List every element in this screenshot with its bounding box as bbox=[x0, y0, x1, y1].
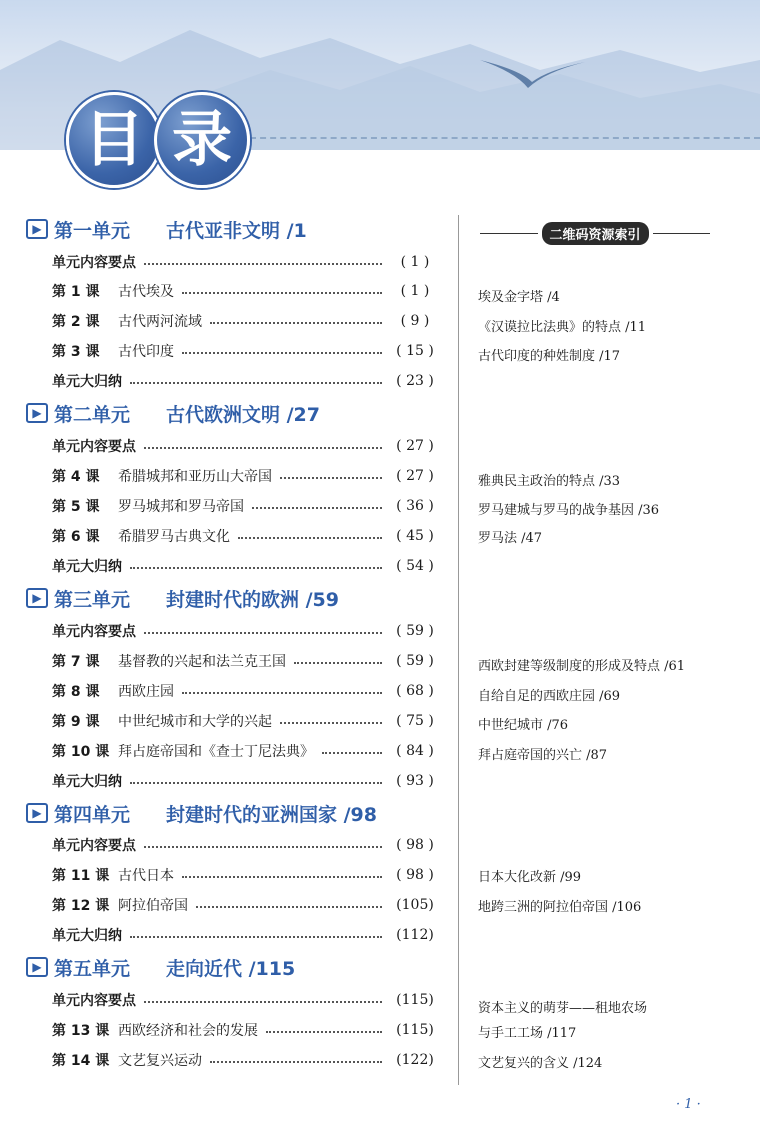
qr-item[interactable]: 与手工工场 /117 bbox=[478, 1026, 577, 1041]
leader-dots bbox=[144, 632, 382, 634]
unit-number: 第四单元 bbox=[54, 803, 131, 826]
toc-entry[interactable]: 单元大归纳 (112) bbox=[52, 927, 434, 944]
toc-entry[interactable]: 第 5 课 罗马城邦和罗马帝国 ( 36 ) bbox=[52, 498, 434, 515]
title-char-mu: 目 bbox=[66, 92, 162, 188]
toc-entry[interactable]: 第 1 课 古代埃及 ( 1 ) bbox=[52, 283, 430, 300]
leader-dots bbox=[182, 876, 382, 878]
unit-number: 第三单元 bbox=[54, 588, 131, 611]
toc-entry[interactable]: 单元内容要点 ( 27 ) bbox=[52, 438, 434, 455]
toc-entry[interactable]: 第 12 课 阿拉伯帝国 (105) bbox=[52, 897, 434, 914]
leader-dots bbox=[252, 507, 382, 509]
leader-dots bbox=[294, 662, 382, 664]
leader-dots bbox=[130, 782, 382, 784]
leader-dots bbox=[144, 447, 382, 449]
leader-dots bbox=[144, 263, 382, 265]
leader-dots bbox=[322, 752, 382, 754]
leader-dots bbox=[238, 537, 382, 539]
qr-item[interactable]: 自给自足的西欧庄园 /69 bbox=[478, 689, 621, 704]
qr-item[interactable]: 拜占庭帝国的兴亡 /87 bbox=[478, 748, 608, 763]
toc-entry[interactable]: 第 14 课 文艺复兴运动 (122) bbox=[52, 1052, 434, 1069]
toc-entry[interactable]: 第 3 课 古代印度 ( 15 ) bbox=[52, 343, 434, 360]
qr-item[interactable]: 地跨三洲的阿拉伯帝国 /106 bbox=[478, 900, 642, 915]
unit-title: 封建时代的欧洲 /59 bbox=[166, 588, 339, 611]
qr-item[interactable]: 资本主义的萌芽——租地农场 bbox=[478, 1001, 648, 1016]
leader-dots bbox=[130, 567, 382, 569]
qr-item[interactable]: 日本大化改新 /99 bbox=[478, 870, 582, 885]
leader-dots bbox=[210, 1061, 382, 1063]
page-number: · 1 · bbox=[676, 1097, 701, 1112]
arrow-right-icon: ▶ bbox=[26, 803, 48, 823]
leader-dots bbox=[130, 382, 382, 384]
leader-dots bbox=[280, 722, 382, 724]
unit-title: 古代亚非文明 /1 bbox=[166, 219, 307, 242]
qr-item[interactable]: 古代印度的种姓制度 /17 bbox=[478, 349, 621, 364]
toc-entry[interactable]: 第 9 课 中世纪城市和大学的兴起 ( 75 ) bbox=[52, 713, 434, 730]
qr-item[interactable]: 雅典民主政治的特点 /33 bbox=[478, 474, 621, 489]
leader-dots bbox=[182, 692, 382, 694]
toc-entry[interactable]: 第 13 课 西欧经济和社会的发展 (115) bbox=[52, 1022, 434, 1039]
qr-index-heading bbox=[480, 222, 710, 244]
unit-heading-5[interactable] bbox=[26, 952, 295, 982]
unit-heading-1[interactable] bbox=[26, 214, 307, 244]
qr-item[interactable]: 西欧封建等级制度的形成及特点 /61 bbox=[478, 659, 686, 674]
toc-entry[interactable]: 单元大归纳 ( 23 ) bbox=[52, 373, 434, 390]
arrow-right-icon: ▶ bbox=[26, 219, 48, 239]
qr-index-title: 二维码资源索引 bbox=[542, 222, 649, 245]
qr-item[interactable]: 罗马法 /47 bbox=[478, 531, 543, 546]
toc-entry[interactable]: 单元内容要点 ( 1 ) bbox=[52, 254, 430, 271]
toc-entry[interactable]: 单元内容要点 (115) bbox=[52, 992, 434, 1009]
leader-dots bbox=[144, 1001, 382, 1003]
leader-dots bbox=[144, 846, 382, 848]
leader-dots bbox=[130, 936, 382, 938]
unit-heading-4[interactable] bbox=[26, 798, 377, 828]
leader-dots bbox=[196, 906, 382, 908]
unit-title: 古代欧洲文明 /27 bbox=[166, 403, 320, 426]
qr-item[interactable]: 罗马建城与罗马的战争基因 /36 bbox=[478, 503, 660, 518]
unit-number: 第一单元 bbox=[54, 219, 131, 242]
qr-item[interactable]: 埃及金字塔 /4 bbox=[478, 290, 560, 305]
unit-heading-3[interactable] bbox=[26, 583, 339, 613]
header-dashed-rule bbox=[250, 137, 760, 139]
unit-title: 封建时代的亚洲国家 /98 bbox=[166, 803, 377, 826]
toc-entry[interactable]: 单元大归纳 ( 93 ) bbox=[52, 773, 434, 790]
title-char-lu: 录 bbox=[154, 92, 250, 188]
qr-item[interactable]: 中世纪城市 /76 bbox=[478, 718, 569, 733]
arrow-right-icon: ▶ bbox=[26, 403, 48, 423]
leader-dots bbox=[280, 477, 382, 479]
toc-entry[interactable]: 第 2 课 古代两河流域 ( 9 ) bbox=[52, 313, 430, 330]
arrow-right-icon: ▶ bbox=[26, 588, 48, 608]
toc-entry[interactable]: 第 11 课 古代日本 ( 98 ) bbox=[52, 867, 434, 884]
unit-number: 第二单元 bbox=[54, 403, 131, 426]
toc-entry[interactable]: 单元内容要点 ( 59 ) bbox=[52, 623, 434, 640]
column-divider bbox=[458, 215, 459, 1085]
toc-entry[interactable]: 第 6 课 希腊罗马古典文化 ( 45 ) bbox=[52, 528, 434, 545]
leader-dots bbox=[182, 292, 382, 294]
unit-number: 第五单元 bbox=[54, 957, 131, 980]
qr-item[interactable]: 文艺复兴的含义 /124 bbox=[478, 1056, 603, 1071]
qr-item[interactable]: 《汉谟拉比法典》的特点 /11 bbox=[478, 320, 647, 335]
unit-heading-2[interactable] bbox=[26, 398, 320, 428]
toc-entry[interactable]: 单元内容要点 ( 98 ) bbox=[52, 837, 434, 854]
unit-title: 走向近代 /115 bbox=[166, 957, 296, 980]
leader-dots bbox=[182, 352, 382, 354]
toc-entry[interactable]: 第 8 课 西欧庄园 ( 68 ) bbox=[52, 683, 434, 700]
arrow-right-icon: ▶ bbox=[26, 957, 48, 977]
toc-entry[interactable]: 第 7 课 基督教的兴起和法兰克王国 ( 59 ) bbox=[52, 653, 434, 670]
toc-entry[interactable]: 单元大归纳 ( 54 ) bbox=[52, 558, 434, 575]
toc-entry[interactable]: 第 4 课 希腊城邦和亚历山大帝国 ( 27 ) bbox=[52, 468, 434, 485]
toc-entry[interactable]: 第 10 课 拜占庭帝国和《查士丁尼法典》 ( 84 ) bbox=[52, 743, 434, 760]
leader-dots bbox=[266, 1031, 382, 1033]
leader-dots bbox=[210, 322, 382, 324]
